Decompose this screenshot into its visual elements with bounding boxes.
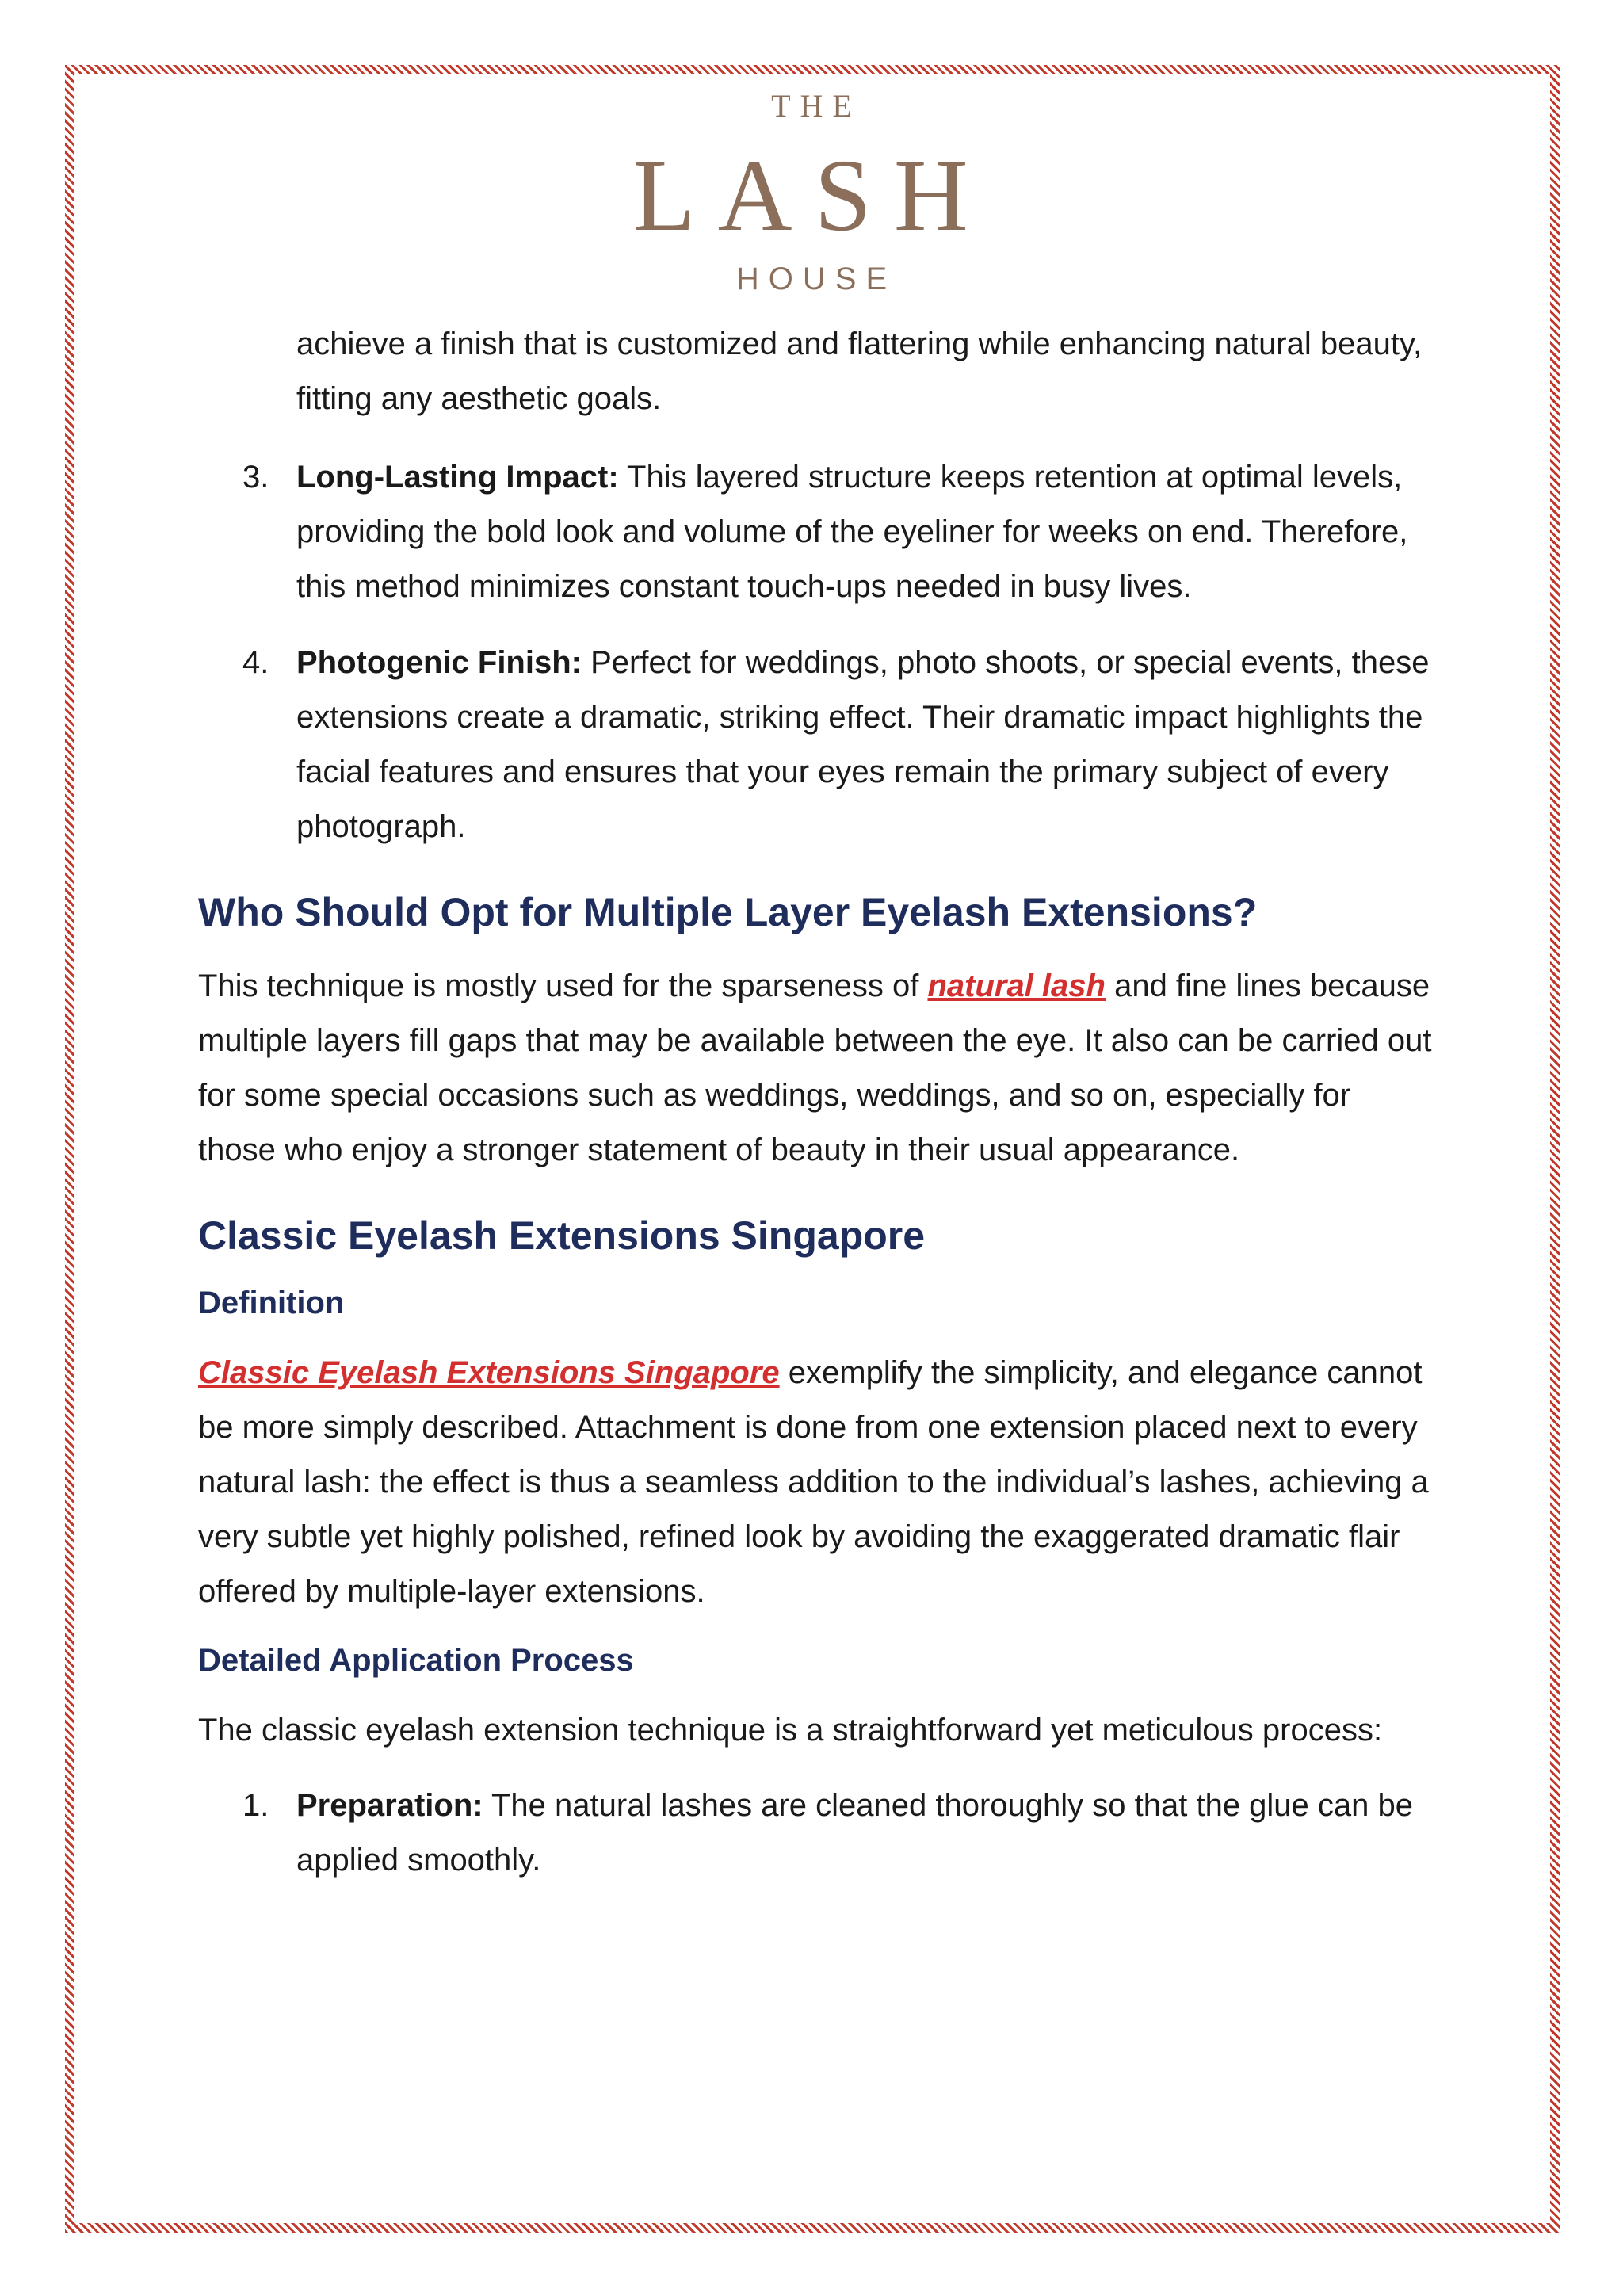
benefits-list bbox=[198, 450, 1434, 854]
paragraph-text: and fine lines because multiple layers fill gaps that may be available between the eye. It also can be carried out for some special occasions such as weddings, weddings, and so on, especially for those who enjoy a stronger statement of beauty in their usual appearance. bbox=[198, 968, 1432, 1167]
classic-extensions-link[interactable]: Classic Eyelash Extensions Singapore bbox=[198, 1355, 780, 1390]
list-item-continuation: achieve a finish that is customized and flattering while enhancing natural beauty, fitting any aesthetic goals. bbox=[296, 327, 1423, 416]
subheading-process: Detailed Application Process bbox=[198, 1643, 634, 1678]
document-body bbox=[198, 317, 1434, 1909]
subheading-definition: Definition bbox=[198, 1286, 345, 1320]
logo-line-the: THE bbox=[771, 88, 861, 124]
list-item-text: Perfect for weddings, photo shoots, or special events, these extensions create a dramatic, striking effect. Their dramatic impact highlights the facial features and ensures that your eyes remain the primary subject of every photograph. bbox=[296, 645, 1430, 844]
logo-line-house: HOUSE bbox=[735, 262, 897, 296]
list-item-text: The natural lashes are cleaned thoroughly so that the glue can be applied smoothly. bbox=[296, 1788, 1414, 1878]
list-number: 3. bbox=[242, 460, 269, 495]
section-heading-classic: Classic Eyelash Extensions Singapore bbox=[198, 1213, 926, 1258]
list-number: 1. bbox=[242, 1788, 269, 1823]
paragraph-text: This technique is mostly used for the sparseness of bbox=[198, 968, 928, 1003]
section-heading-who: Who Should Opt for Multiple Layer Eyelash Extensions? bbox=[198, 890, 1258, 934]
list-item-text: This layered structure keeps retention at optimal levels, providing the bold look and volume of the eyeliner for weeks on end. Therefore, this method minimizes constant touch-ups needed in busy lives. bbox=[296, 460, 1408, 604]
logo-line-lash: LASH bbox=[632, 139, 991, 253]
list-item bbox=[198, 1778, 1434, 1888]
list-item-title: Photogenic Finish: bbox=[296, 645, 582, 680]
paragraph-text: exemplify the simplicity, and elegance cannot be more simply described. Attachment is done from one extension placed next to every natural lash: the effect is thus a seamless addition to the individual’s lashes, achieving a very subtle yet highly polished, refined look by avoiding the exaggerated dramatic flair offered by multiple-layer extensions. bbox=[198, 1355, 1429, 1609]
list-item-title: Long-Lasting Impact: bbox=[296, 460, 619, 495]
steps-list bbox=[198, 1778, 1434, 1888]
list-item-title: Preparation: bbox=[296, 1788, 483, 1823]
brand-logo bbox=[0, 87, 1623, 298]
list-item bbox=[198, 636, 1434, 854]
who-paragraph bbox=[198, 959, 1434, 1178]
list-item bbox=[198, 450, 1434, 614]
natural-lash-link[interactable]: natural lash bbox=[927, 968, 1106, 1003]
process-intro: The classic eyelash extension technique is a straightforward yet meticulous process: bbox=[198, 1713, 1383, 1748]
list-number: 4. bbox=[242, 645, 269, 680]
definition-paragraph bbox=[198, 1346, 1434, 1619]
